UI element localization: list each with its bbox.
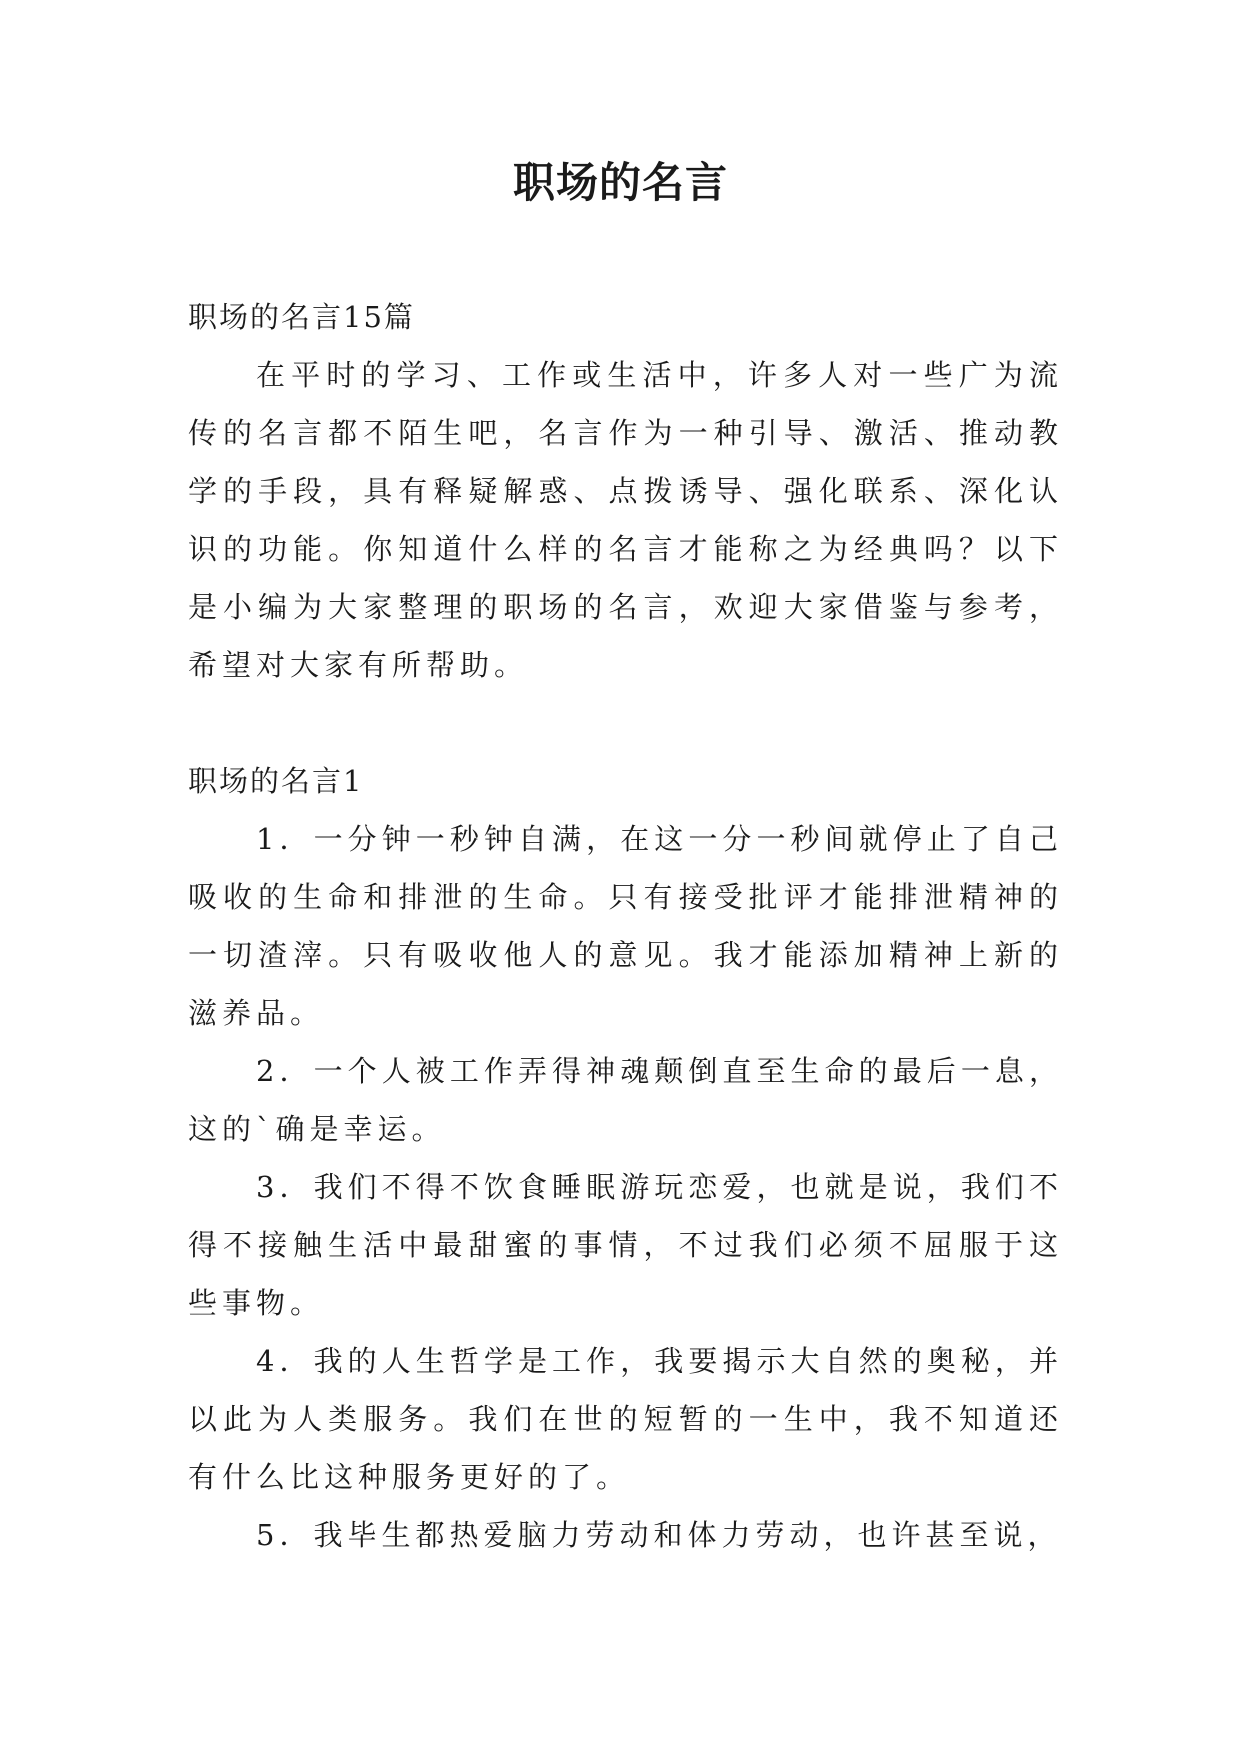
quote-item-4: 4．我的人生哲学是工作，我要揭示大自然的奥秘，并以此为人类服务。我们在世的短暂的一生中，我不知道还有什么比这种服务更好的了。 (188, 1344, 1063, 1494)
document-subtitle: 职场的名言15篇 (188, 300, 415, 334)
intro-paragraph: 在平时的学习、工作或生活中，许多人对一些广为流传的名言都不陌生吧，名言作为一种引导、激活、推动教学的手段，具有释疑解惑、点拨诱导、强化联系、深化认识的功能。你知道什么样的名言才能称之为经典吗？以下是小编为大家整理的职场的名言，欢迎大家借鉴与参考，希望对大家有所帮助。 (188, 358, 1063, 682)
section-heading: 职场的名言1 (188, 764, 364, 798)
quote-item-1: 1．一分钟一秒钟自满，在这一分一秒间就停止了自己吸收的生命和排泄的生命。只有接受批评才能排泄精神的一切渣滓。只有吸收他人的意见。我才能添加精神上新的滋养品。 (188, 822, 1063, 1030)
document-title: 职场的名言 (512, 158, 728, 207)
section-spacer (188, 694, 1063, 752)
quote-item-2: 2．一个人被工作弄得神魂颠倒直至生命的最后一息，这的`确是幸运。 (188, 1054, 1063, 1146)
quote-item-5: 5．我毕生都热爱脑力劳动和体力劳动，也许甚至说， (256, 1518, 1062, 1552)
quote-item-3: 3．我们不得不饮食睡眠游玩恋爱，也就是说，我们不得不接触生活中最甜蜜的事情，不过我们必须不屈服于这些事物。 (188, 1170, 1063, 1320)
document-body (188, 288, 1063, 1564)
